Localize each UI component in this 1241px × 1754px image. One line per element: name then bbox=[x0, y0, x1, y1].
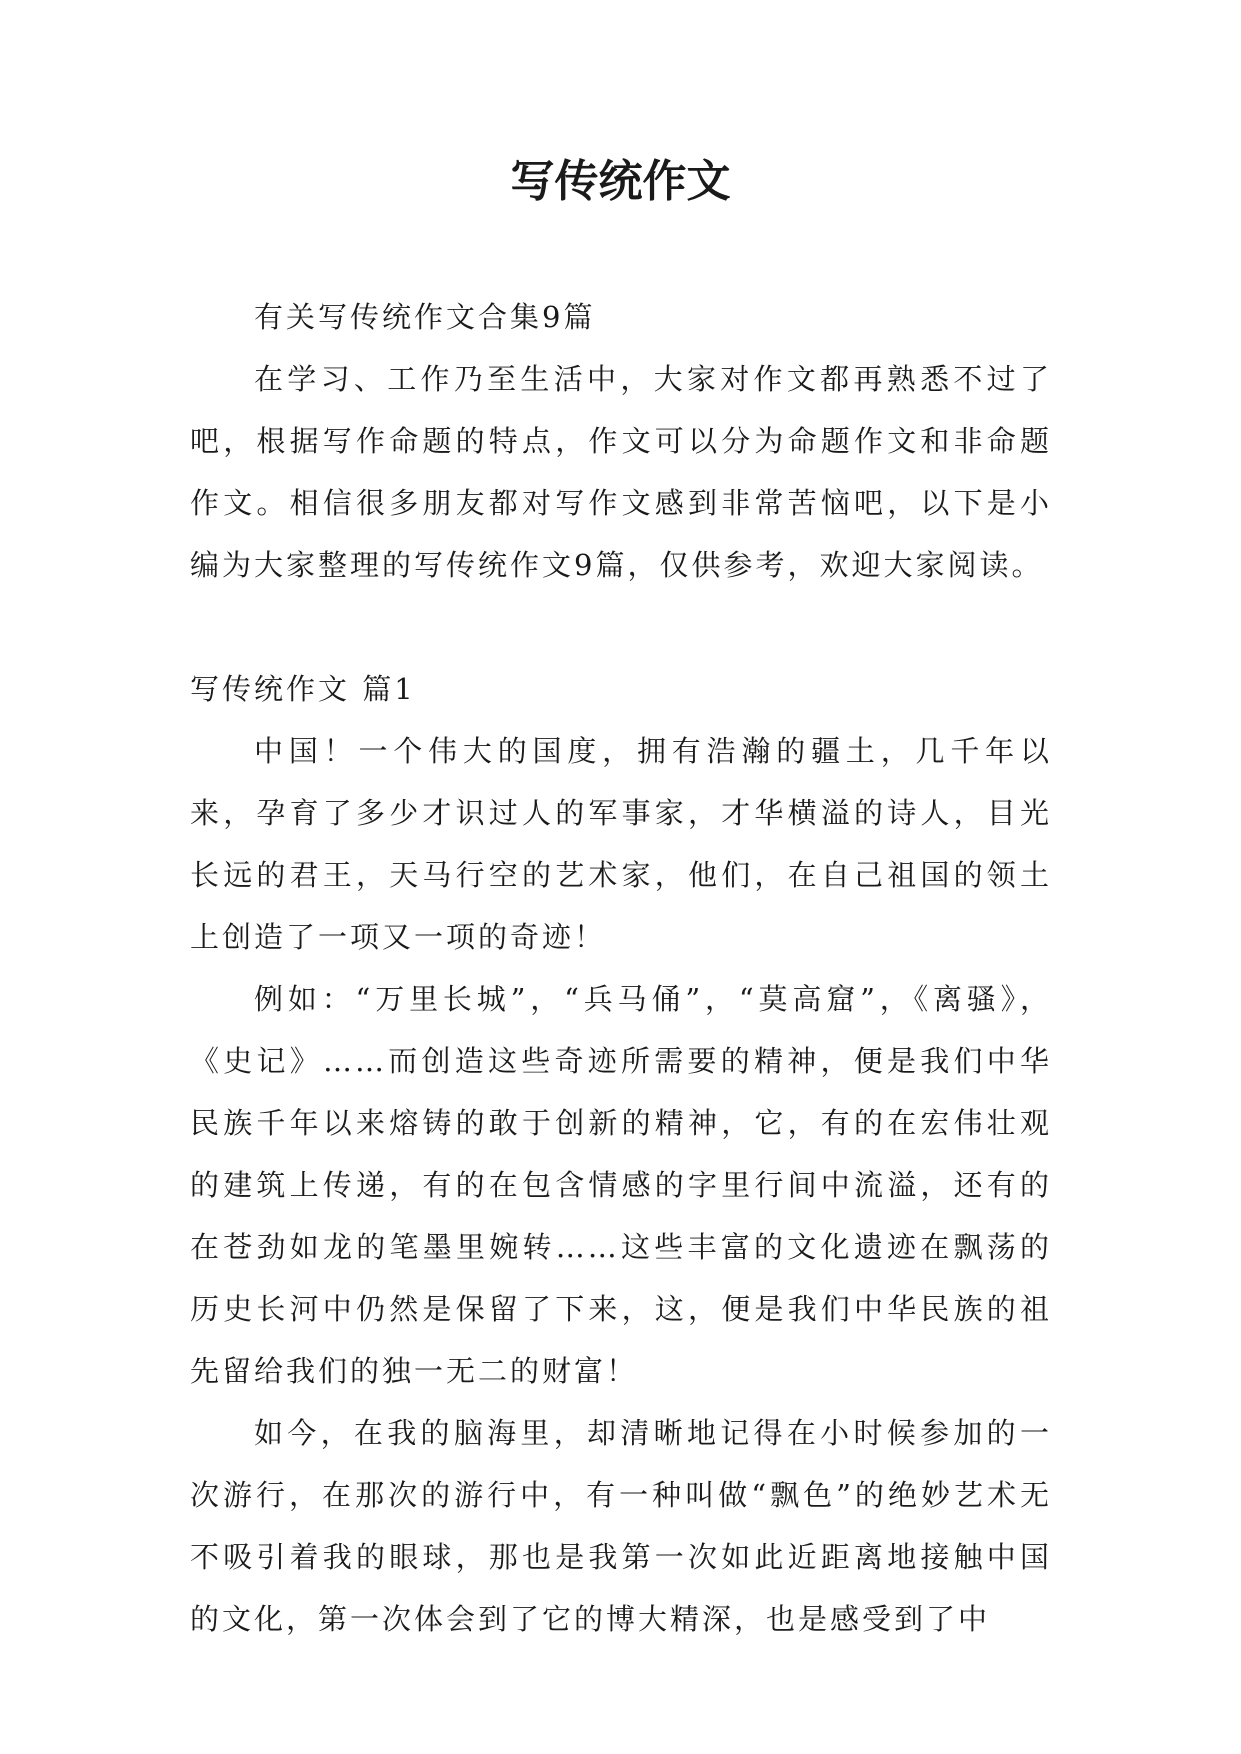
body-paragraph: 中国！一个伟大的国度，拥有浩瀚的疆土，几千年以来，孕育了多少才识过人的军事家，才华横溢的诗人，目光长远的君王，天马行空的艺术家，他们，在自己祖国的领土上创造了一项又一项的奇迹！ bbox=[190, 734, 1052, 954]
body-paragraph: 例如：“万里长城”，“兵马俑”，“莫高窟”，《离骚》，《史记》……而创造这些奇迹所需要的精神，便是我们中华民族千年以来熔铸的敢于创新的精神，它，有的在宏伟壮观的建筑上传递，有的在包含情感的字里行间中流溢，还有的在苍劲如龙的笔墨里婉转……这些丰富的文化遗迹在飘荡的历史长河中仍然是保留了下来，这，便是我们中华民族的祖先留给我们的独一无二的财富！ bbox=[190, 982, 1052, 1388]
page-title: 写传统作文 bbox=[510, 156, 731, 207]
document-body bbox=[190, 286, 1052, 1650]
body-paragraph: 如今，在我的脑海里，却清晰地记得在小时候参加的一次游行，在那次的游行中，有一种叫做“飘色”的绝妙艺术无不吸引着我的眼球，那也是我第一次如此近距离地接触中国的文化，第一次体会到了它的博大精深，也是感受到了中 bbox=[190, 1416, 1052, 1636]
document-subtitle: 有关写传统作文合集9篇 bbox=[254, 300, 596, 334]
section-heading: 写传统作文 篇1 bbox=[190, 672, 416, 706]
intro-paragraph: 在学习、工作乃至生活中，大家对作文都再熟悉不过了吧，根据写作命题的特点，作文可以分为命题作文和非命题作文。相信很多朋友都对写作文感到非常苦恼吧，以下是小编为大家整理的写传统作文9篇，仅供参考，欢迎大家阅读。 bbox=[190, 362, 1052, 582]
